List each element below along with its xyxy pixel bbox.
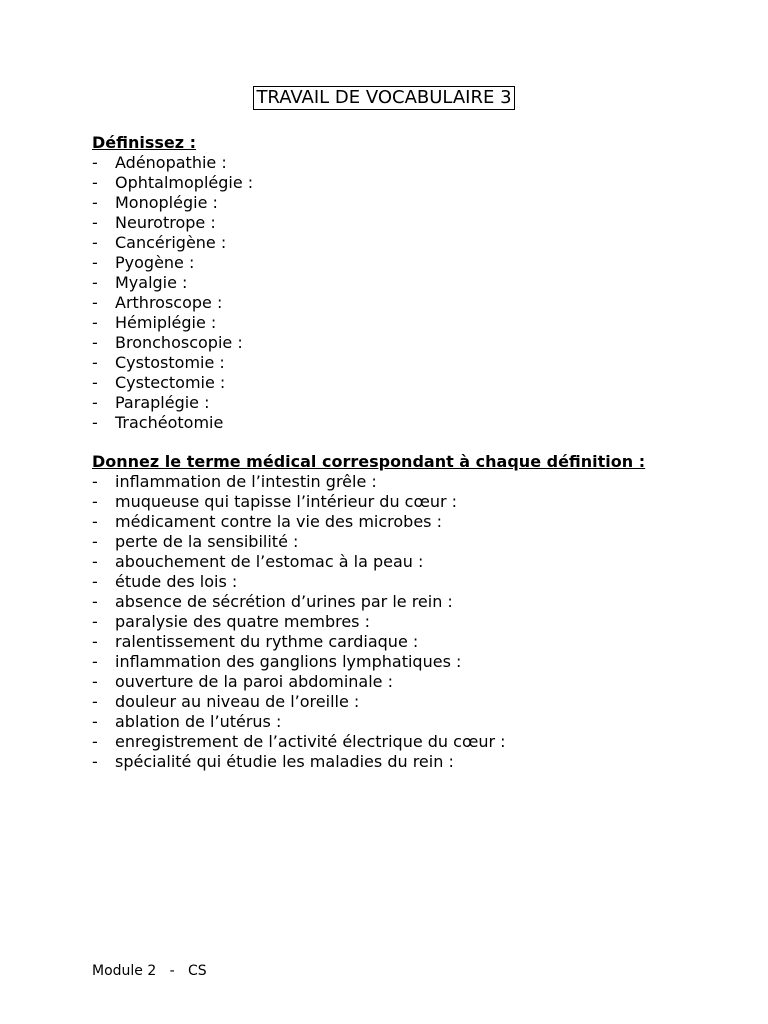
list-item-text: Arthroscope : [115, 293, 223, 312]
list-item-text: spécialité qui étudie les maladies du rein : [115, 752, 454, 771]
bullet-dash: - [92, 413, 98, 432]
list-item-text: douleur au niveau de l’oreille : [115, 692, 360, 711]
list-item [92, 592, 712, 612]
list-item-text: ouverture de la paroi abdominale : [115, 672, 393, 691]
bullet-dash: - [92, 353, 98, 372]
list-item [92, 752, 712, 772]
bullet-dash: - [92, 233, 98, 252]
bullet-dash: - [92, 672, 98, 691]
list-item-text: Hémiplégie : [115, 313, 217, 332]
bullet-dash: - [92, 333, 98, 352]
list-item-text: étude des lois : [115, 572, 238, 591]
list-item [92, 612, 712, 632]
list-item-text: perte de la sensibilité : [115, 532, 299, 551]
list-item-text: Cystectomie : [115, 373, 226, 392]
bullet-dash: - [92, 532, 98, 551]
list-item [92, 712, 712, 732]
list-item-text: absence de sécrétion d’urines par le rein : [115, 592, 453, 611]
list-item-text: Neurotrope : [115, 213, 216, 232]
page-title: TRAVAIL DE VOCABULAIRE 3 [253, 86, 514, 110]
list-item-text: Cystostomie : [115, 353, 225, 372]
bullet-dash: - [92, 313, 98, 332]
list-item-text: Trachéotomie [115, 413, 224, 432]
bullet-dash: - [92, 273, 98, 292]
bullet-dash: - [92, 193, 98, 212]
list-item-text: Pyogène : [115, 253, 195, 272]
bullet-dash: - [92, 732, 98, 751]
bullet-dash: - [92, 153, 98, 172]
list-item [92, 293, 712, 313]
list-item-text: inflammation de l’intestin grêle : [115, 472, 377, 491]
bullet-dash: - [92, 652, 98, 671]
list-item [92, 492, 712, 512]
bullet-dash: - [92, 393, 98, 412]
list-item-text: Adénopathie : [115, 153, 227, 172]
list-item-text: Ophtalmoplégie : [115, 173, 254, 192]
bullet-dash: - [92, 293, 98, 312]
list-item-text: paralysie des quatre membres : [115, 612, 370, 631]
list-item [92, 652, 712, 672]
list-item-text: Bronchoscopie : [115, 333, 243, 352]
bullet-dash: - [92, 492, 98, 511]
bullet-dash: - [92, 173, 98, 192]
bullet-dash: - [92, 592, 98, 611]
bullet-dash: - [92, 612, 98, 631]
list-item [92, 333, 712, 353]
list-item [92, 732, 712, 752]
list-item-text: Monoplégie : [115, 193, 218, 212]
list-item [92, 512, 712, 532]
list-item-text: médicament contre la vie des microbes : [115, 512, 442, 531]
list-item-text: ablation de l’utérus : [115, 712, 282, 731]
list-item-text: inflammation des ganglions lymphatiques : [115, 652, 462, 671]
list-item-text: muqueuse qui tapisse l’intérieur du cœur : [115, 492, 458, 511]
bullet-dash: - [92, 752, 98, 771]
title-container [0, 86, 768, 110]
list-item-text: Myalgie : [115, 273, 188, 292]
bullet-dash: - [92, 373, 98, 392]
bullet-dash: - [92, 512, 98, 531]
definitions-list [92, 153, 712, 433]
bullet-dash: - [92, 692, 98, 711]
medical-terms-list [92, 472, 712, 772]
list-item [92, 213, 712, 233]
list-item-text: abouchement de l’estomac à la peau : [115, 552, 424, 571]
bullet-dash: - [92, 632, 98, 651]
bullet-dash: - [92, 552, 98, 571]
list-item [92, 632, 712, 652]
list-item [92, 193, 712, 213]
list-item [92, 692, 712, 712]
definitions-heading: Définissez : [92, 133, 197, 152]
list-item [92, 532, 712, 552]
list-item [92, 173, 712, 193]
list-item-text: Paraplégie : [115, 393, 210, 412]
page-footer: Module 2 - CS [92, 963, 207, 979]
definitions-section [92, 133, 712, 433]
list-item [92, 472, 712, 492]
list-item [92, 233, 712, 253]
list-item [92, 313, 712, 333]
bullet-dash: - [92, 472, 98, 491]
list-item [92, 572, 712, 592]
bullet-dash: - [92, 213, 98, 232]
bullet-dash: - [92, 572, 98, 591]
medical-terms-section [92, 452, 712, 772]
list-item [92, 273, 712, 293]
bullet-dash: - [92, 712, 98, 731]
list-item [92, 373, 712, 393]
list-item [92, 153, 712, 173]
list-item [92, 413, 712, 433]
list-item [92, 353, 712, 373]
bullet-dash: - [92, 253, 98, 272]
medical-terms-heading: Donnez le terme médical correspondant à chaque définition : [92, 452, 646, 471]
list-item-text: enregistrement de l’activité électrique du cœur : [115, 732, 506, 751]
list-item [92, 253, 712, 273]
list-item [92, 393, 712, 413]
list-item-text: ralentissement du rythme cardiaque : [115, 632, 419, 651]
list-item [92, 672, 712, 692]
list-item-text: Cancérigène : [115, 233, 227, 252]
list-item [92, 552, 712, 572]
